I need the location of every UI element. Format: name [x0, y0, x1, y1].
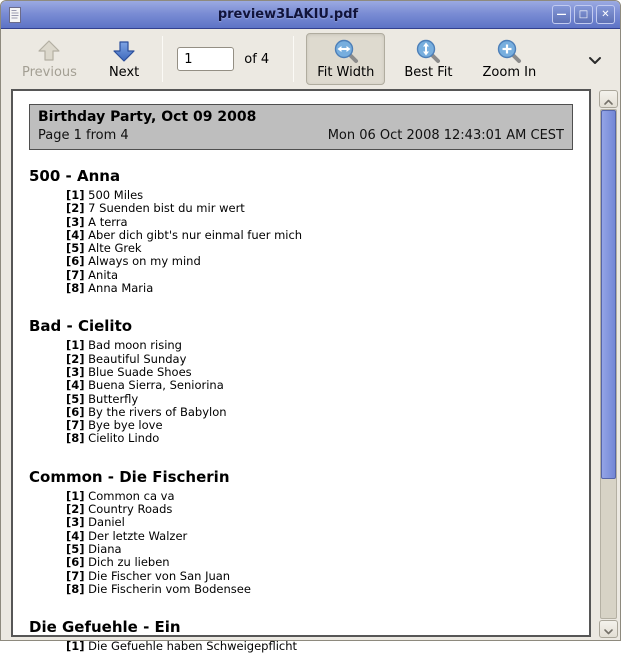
song-number: [1]	[66, 639, 85, 653]
best-fit-icon	[415, 38, 441, 64]
document-header-title: Birthday Party, Oct 09 2008	[38, 109, 257, 125]
song-item: [1] Bad moon rising	[66, 338, 182, 353]
best-fit-button[interactable]	[393, 33, 463, 85]
section-heading: Die Gefuehle - Ein	[29, 618, 181, 637]
section-heading: Common - Die Fischerin	[29, 467, 230, 486]
scroll-down-button[interactable]	[599, 620, 618, 638]
song-number: [1]	[66, 488, 85, 503]
song-item: [1] Common ca va	[66, 488, 175, 503]
toolbar-separator	[162, 36, 163, 82]
vertical-scrollbar[interactable]	[599, 90, 618, 638]
song-number: [4]	[66, 378, 85, 393]
song-item: [7] Die Fischer von San Juan	[66, 568, 231, 583]
scrollbar-thumb[interactable]	[601, 110, 616, 479]
section-heading: Bad - Cielito	[29, 317, 133, 336]
toolbar-overflow-button[interactable]	[580, 48, 610, 71]
song-item: [5] Alte Grek	[66, 241, 142, 256]
song-number: [2]	[66, 351, 85, 366]
song-number: [1]	[66, 338, 85, 353]
document-icon[interactable]	[6, 6, 24, 24]
song-number: [3]	[66, 364, 85, 379]
section-heading: 500 - Anna	[29, 167, 121, 185]
previous-label: Previous	[22, 65, 77, 80]
chevron-up-icon	[604, 90, 613, 109]
best-fit-label: Best Fit	[404, 65, 453, 80]
song-item: [3] Daniel	[66, 515, 125, 530]
window-controls	[552, 5, 615, 24]
song-number: [8]	[66, 581, 85, 596]
song-item: [3] Blue Suade Shoes	[66, 364, 192, 379]
song-number: [5]	[66, 541, 85, 556]
zoom-in-icon	[496, 38, 522, 64]
song-number: [1]	[66, 188, 85, 202]
song-item: [2] Country Roads	[66, 502, 173, 517]
song-item: [2] 7 Suenden bist du mir wert	[66, 201, 245, 216]
maximize-button[interactable]: □	[574, 5, 593, 24]
next-button[interactable]	[98, 33, 150, 85]
song-number: [7]	[66, 267, 85, 282]
song-item: [6] Dich zu lieben	[66, 555, 170, 570]
document-view	[1, 89, 620, 653]
song-number: [2]	[66, 502, 85, 517]
scrollbar-track[interactable]	[600, 109, 617, 619]
song-number: [6]	[66, 555, 85, 570]
song-number: [3]	[66, 515, 85, 530]
document-header	[29, 104, 573, 150]
zoom-in-label: Zoom In	[482, 65, 537, 80]
song-item: [8] Cielito Lindo	[66, 431, 160, 446]
fit-width-button[interactable]	[306, 33, 385, 85]
pdf-page	[11, 89, 591, 653]
song-section	[29, 317, 573, 445]
song-section	[29, 468, 573, 596]
song-number: [2]	[66, 201, 85, 216]
zoom-in-button[interactable]	[472, 33, 548, 85]
song-number: [5]	[66, 391, 85, 406]
scroll-up-button[interactable]	[599, 90, 618, 108]
song-item: [7] Anita	[66, 267, 119, 282]
close-button[interactable]: ✕	[596, 5, 615, 24]
arrow-down-icon	[111, 38, 137, 64]
song-number: [8]	[66, 431, 85, 446]
titlebar[interactable]	[1, 1, 620, 29]
song-section	[29, 618, 573, 653]
song-item: [4] Der letzte Walzer	[66, 528, 188, 543]
window-title: preview3LAKIU.pdf	[217, 7, 359, 22]
page-total-label: of 4	[244, 51, 270, 67]
song-item: [6] By the rivers of Babylon	[66, 404, 227, 419]
song-item: [7] Bye bye love	[66, 418, 163, 433]
fit-width-icon	[333, 38, 359, 64]
next-label: Next	[108, 65, 140, 80]
minimize-button[interactable]: —	[552, 5, 571, 24]
document-datetime: Mon 06 Oct 2008 12:43:01 AM CEST	[327, 128, 564, 143]
song-item: [5] Butterfly	[66, 391, 139, 406]
song-item: [1] 500 Miles	[66, 188, 144, 202]
previous-button[interactable]	[11, 33, 88, 85]
song-number: [5]	[66, 241, 85, 256]
toolbar	[1, 29, 620, 89]
song-number: [6]	[66, 254, 85, 269]
song-item: [4] Aber dich gibt's nur einmal fuer mich	[66, 227, 303, 242]
song-number: [6]	[66, 404, 85, 419]
chevron-down-icon	[588, 50, 602, 69]
fit-width-label: Fit Width	[317, 65, 375, 80]
song-number: [4]	[66, 528, 85, 543]
song-number: [3]	[66, 214, 85, 229]
document-page-info: Page 1 from 4	[38, 128, 129, 143]
chevron-down-icon	[604, 620, 613, 639]
song-item: [1] Die Gefuehle haben Schweigepflicht	[66, 639, 298, 653]
song-section	[29, 167, 573, 295]
song-item: [8] Anna Maria	[66, 281, 154, 296]
song-item: [8] Die Fischerin vom Bodensee	[66, 581, 251, 596]
song-item: [5] Diana	[66, 541, 122, 556]
song-item: [4] Buena Sierra, Seniorina	[66, 378, 224, 393]
arrow-up-icon	[36, 38, 62, 64]
sections	[29, 167, 573, 653]
toolbar-separator	[293, 36, 294, 82]
page-number-input[interactable]	[177, 47, 234, 71]
song-number: [8]	[66, 281, 85, 296]
song-number: [7]	[66, 568, 85, 583]
song-item: [3] A terra	[66, 214, 128, 229]
song-number: [4]	[66, 227, 85, 242]
song-number: [7]	[66, 418, 85, 433]
song-item: [2] Beautiful Sunday	[66, 351, 187, 366]
song-item: [6] Always on my mind	[66, 254, 201, 269]
